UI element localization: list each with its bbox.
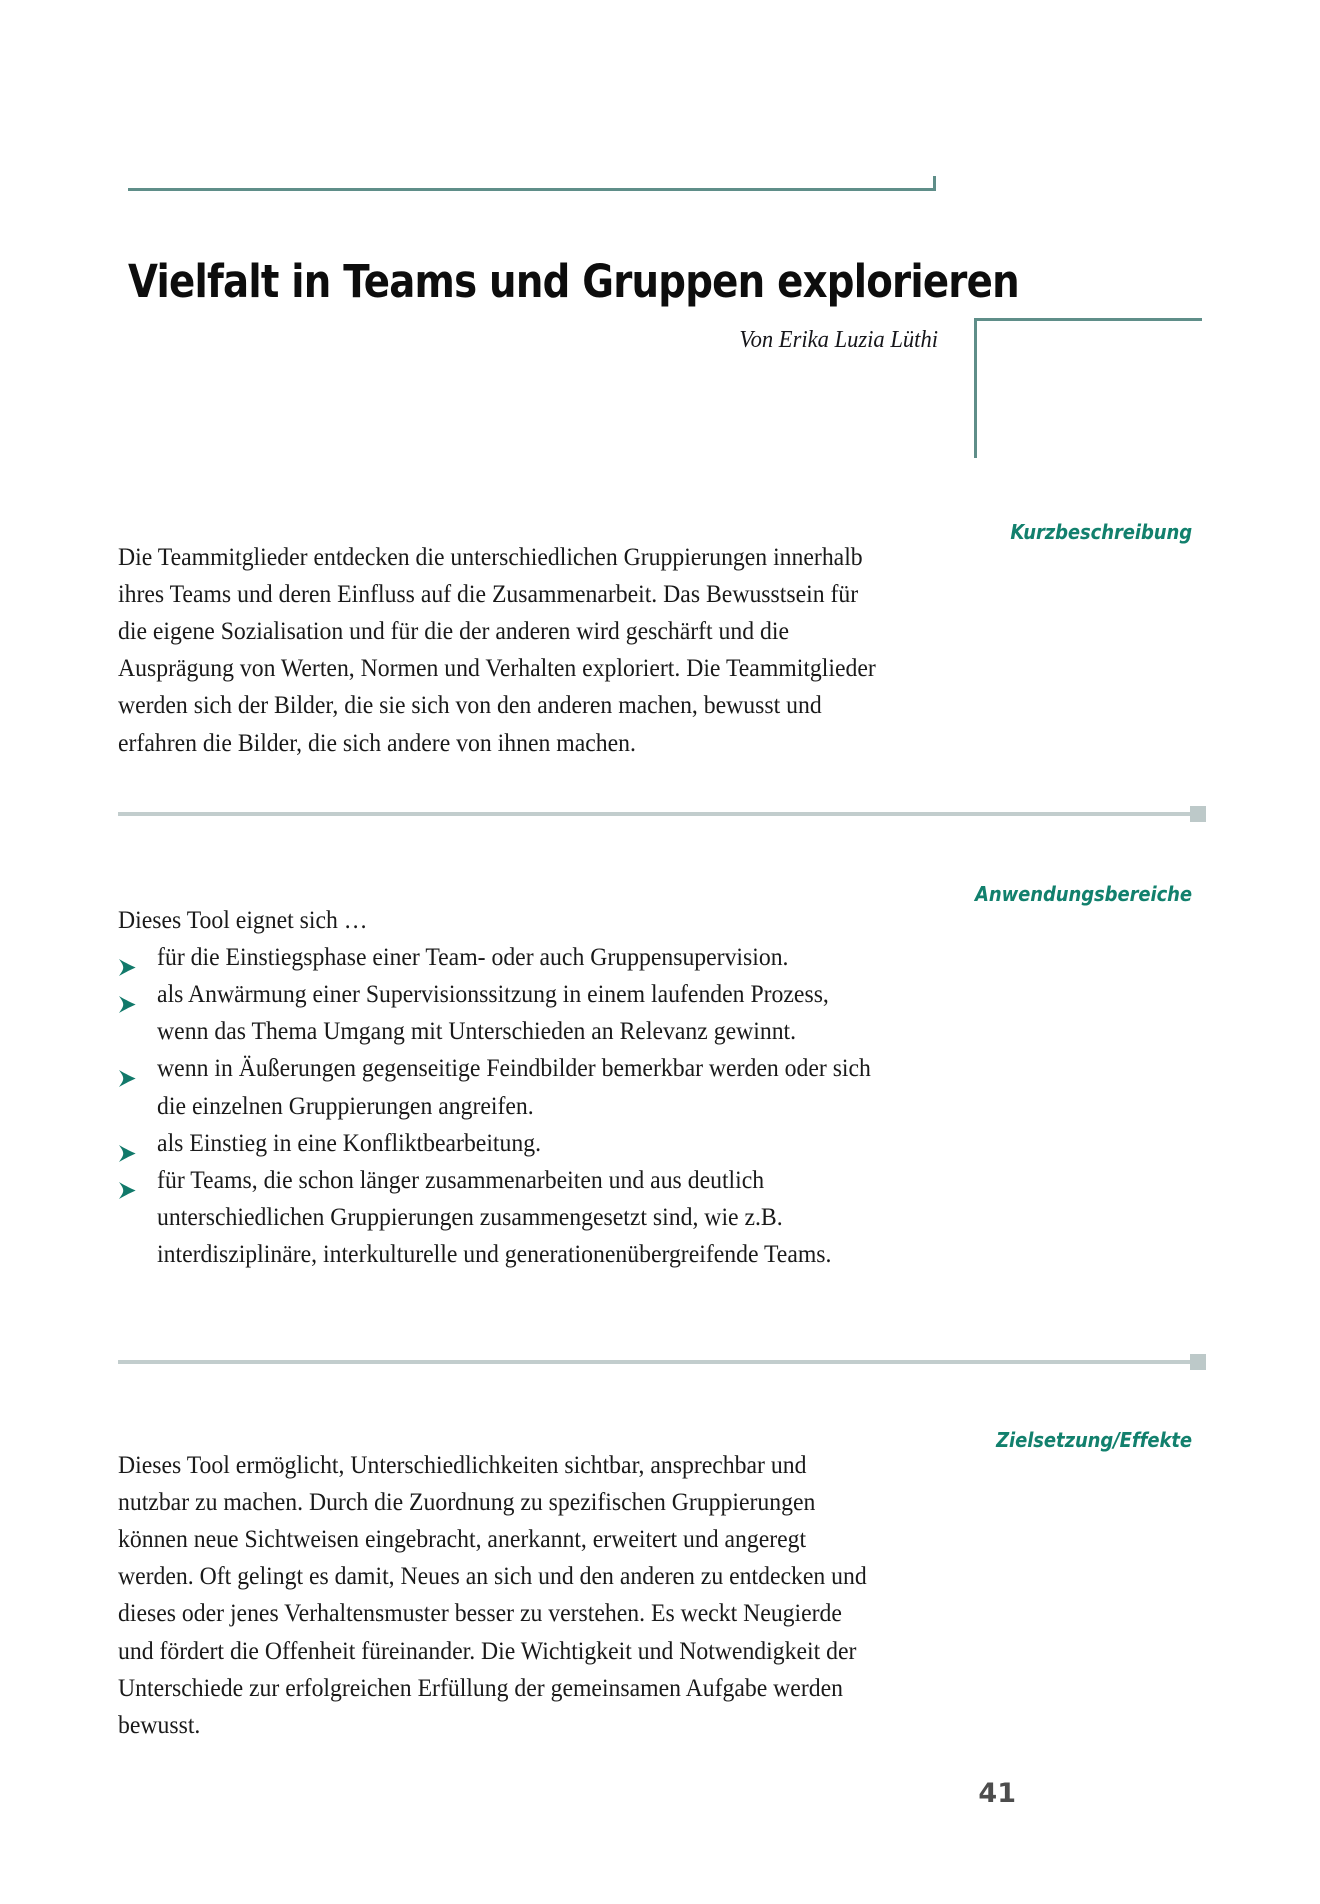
list-item-text: für Teams, die schon länger zusammenarbeiten und aus deutlich unterschiedlichen Gruppierungen zusammengesetzt sind, wie z.B. interdisziplinäre, interkulturelle und generationenübergreifende Teams. (157, 1164, 832, 1269)
list-item (118, 938, 881, 975)
list-item-text: als Anwärmung einer Supervisionssitzung in einem laufenden Prozess, wenn das Thema Umgang mit Unterschieden an Relevanz gewinnt. (157, 978, 829, 1046)
arrow-right-triangle-icon (118, 1172, 137, 1189)
section-divider-1 (118, 812, 1190, 816)
anwendungsbereiche-list (118, 938, 881, 1273)
section-divider-1-marker (1190, 806, 1206, 822)
section-kurzbeschreibung (118, 512, 938, 786)
header-box-left-edge (974, 318, 977, 458)
anwendungsbereiche-intro: Dieses Tool eignet sich … (118, 904, 368, 934)
list-item (118, 1124, 881, 1161)
list-item (118, 1161, 881, 1273)
header-box-top-edge (974, 318, 1202, 321)
section-divider-2 (118, 1360, 1190, 1364)
list-item-text: wenn in Äußerungen gegenseitige Feindbilder bemerkbar werden oder sich die einzelnen Gruppierungen angreifen. (157, 1053, 871, 1120)
margin-label-kurzbeschreibung: Kurzbeschreibung (1010, 520, 1192, 544)
author-byline: Von Erika Luzia Lüthi (739, 327, 938, 353)
list-item-text: als Einstieg in eine Konfliktbearbeitung. (157, 1127, 542, 1157)
list-item (118, 975, 881, 1049)
zielsetzung-paragraph: Dieses Tool ermöglicht, Unterschiedlichkeiten sichtbar, ansprechbar und nutzbar zu machen. Durch die Zuordnung zu spezifischen Gruppierungen können neue Sichtweisen eingebracht, anerkannt, erweitert und angeregt werden. Oft gelingt es damit, Neues an sich und den anderen zu entdecken und dieses oder jenes Verhaltensmuster besser zu verstehen. Es weckt Neugierde und fördert die Offenheit füreinander. Die Wichtigkeit und Notwendigkeit der Unterschiede zur erfolgreichen Erfüllung der gemeinsamen Aufgabe werden bewusst. (118, 1449, 867, 1739)
margin-label-zielsetzung-effekte: Zielsetzung/Effekte (996, 1428, 1192, 1452)
list-item-text: für die Einstiegsphase einer Team- oder auch Gruppensupervision. (157, 941, 789, 971)
header-rule-riser (933, 176, 936, 190)
arrow-right-triangle-icon (118, 1135, 137, 1152)
header-rule-top (128, 188, 936, 191)
arrow-right-triangle-icon (118, 986, 137, 1003)
margin-label-anwendungsbereiche: Anwendungsbereiche (975, 882, 1192, 906)
arrow-right-triangle-icon (118, 1060, 137, 1077)
kurzbeschreibung-paragraph: Die Teammitglieder entdecken die unterschiedlichen Gruppierungen innerhalb ihres Teams und deren Einfluss auf die Zusammenarbeit. Das Bewusstsein für die eigene Sozialisation und für die der anderen wird geschärft und die Ausprägung von Werten, Normen und Verhalten exploriert. Die Teammitglieder werden sich der Bilder, die sie sich von den anderen machen, bewusst und erfahren die Bilder, die sich andere von ihnen machen. (118, 541, 876, 757)
section-anwendungsbereiche (118, 875, 938, 1273)
arrow-right-triangle-icon (118, 949, 137, 966)
list-item (118, 1049, 881, 1123)
section-zielsetzung-effekte (118, 1420, 938, 1769)
page-number: 41 (978, 1778, 1016, 1809)
page-title: Vielfalt in Teams und Gruppen explorieren (128, 255, 1019, 309)
section-divider-2-marker (1190, 1354, 1206, 1370)
